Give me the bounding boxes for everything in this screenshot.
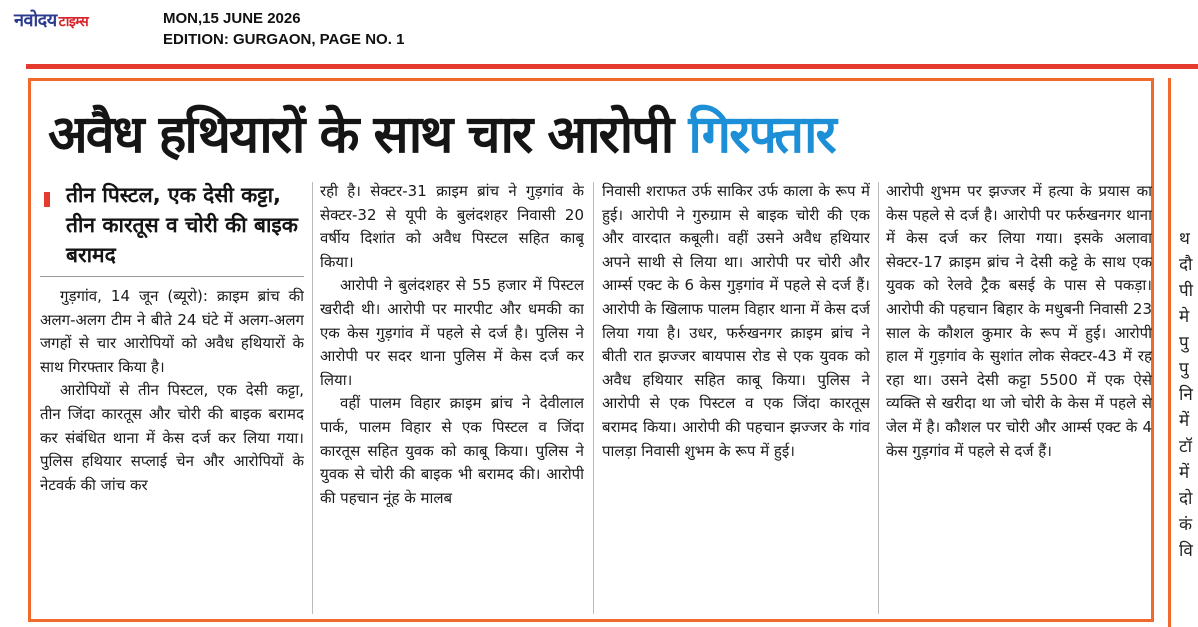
fragment-line: थ (1179, 229, 1190, 249)
paragraph: रही है। सेक्टर-31 क्राइम ब्रांच ने गुड़गांव के सेक्टर-32 से यूपी के बुलंदशहर निवासी 20 वर्षीय दिशांत को अवैध पिस्टल सहित काबू किया। (320, 182, 584, 271)
paragraph: वहीं पालम विहार क्राइम ब्रांच ने देवीलाल पार्क, पालम विहार से एक पिस्टल व जिंदा कारतूस सहित युवक को काबू किया। पुलिस ने युवक से चोरी की बाइक भी बरामद की। आरोपी की पहचान नूंह के मालब (320, 394, 584, 507)
paragraph: आरोपी ने बुलंदशहर से 55 हजार में पिस्टल खरीदी थी। आरोपी पर मारपीट और धमकी का एक केस गुड़गांव में पहले से दर्ज है। पुलिस ने आरोपी पर सदर थाना पुलिस में केस दर्ज कर लिया। (320, 276, 584, 389)
article-column-4 (886, 180, 1152, 620)
column-divider (593, 182, 594, 614)
paragraph: आरोपी शुभम पर झज्जर में हत्या के प्रयास का केस पहले से दर्ज है। आरोपी पर फर्रुखनगर थाना में केस दर्ज कर लिया गया। इसके अलावा सेक्टर-17 क्राइम ब्रांच ने देसी कट्टे के साथ एक युवक को रेलवे ट्रैक बसई के पास से पकड़ा। आरोपी की पहचान बिहार के मधुबनी निवासी 23 साल के कौशल कुमार के रूप में हुई। आरोपी हाल में गुड़गांव के सुशांत लोक सेक्टर-43 में रह रहा था। उसने देसी कट्टा 5500 में एक ऐसे व्यक्ति से खरीदा था जो चोरी के केस में पहले से जेल में है। कौशल पर चोरी और आर्म्स एक्ट के 4 केस गुड़गांव में पहले से दर्ज हैं। (886, 182, 1152, 460)
logo-text: नवोदय (14, 10, 57, 31)
edition-info (163, 8, 404, 50)
subheadline-text: तीन पिस्टल, एक देसी कट्टा, तीन कारतूस व चोरी की बाइक बरामद (66, 183, 298, 267)
page-header (0, 0, 1198, 60)
article-column-2 (320, 180, 584, 620)
paragraph: गुड़गांव, 14 जून (ब्यूरो): क्राइम ब्रांच की अलग-अलग टीम ने बीते 24 घंटे में अलग-अलग जगहों से चार आरोपियों को अवैध हथियारों के साथ गिरफ्तार किया है। (40, 287, 304, 376)
paragraph: निवासी शराफत उर्फ साकिर उर्फ काला के रूप में हुई। आरोपी ने गुरुग्राम से बाइक चोरी की एक और वारदात कबूली। वहीं उसने अवैध हथियार अपने साथी से लिया था। आरोपी पर चोरी और आर्म्स एक्ट के 6 केस गुड़गांव में पहले से दर्ज हैं। आरोपी के खिलाफ पालम विहार थाना में केस दर्ज लिया गया है। उधर, फर्रुखनगर क्राइम ब्रांच ने बीती रात झज्जर बायपास रोड से एक युवक को अवैध हथियार सहित काबू किया। पुलिस ने आरोपी से एक पिस्टल व एक जिंदा कारतूस बरामद किया। आरोपी की पहचान झज्जर के गांव पालड़ा निवासी शुभम के रूप में हुई। (602, 182, 870, 460)
column-divider (312, 182, 313, 614)
article-headline (48, 92, 1148, 178)
article-column-3 (602, 180, 870, 620)
fragment-line: में (1179, 411, 1190, 431)
adjacent-article-fragment (1168, 78, 1198, 627)
fragment-line: पु (1179, 359, 1189, 379)
newspaper-logo[interactable] (14, 8, 88, 32)
edition-page: EDITION: GURGAON, PAGE NO. 1 (163, 31, 405, 48)
column-divider (878, 182, 879, 614)
fragment-line: नि (1179, 385, 1193, 405)
fragment-line: दो (1179, 489, 1193, 509)
fragment-line: मे (1179, 307, 1190, 327)
article-subheadline (40, 180, 304, 270)
top-divider (26, 64, 1198, 69)
fragment-line: टॉ (1179, 437, 1192, 457)
fragment-line: कं (1179, 515, 1193, 535)
headline-highlight: गिरफ्तार (688, 105, 835, 165)
subhead-bullet (44, 192, 50, 207)
fragment-line: पु (1179, 333, 1189, 353)
article-column-1 (40, 180, 304, 620)
subhead-divider (40, 276, 304, 277)
edition-date: MON,15 JUNE 2026 (163, 10, 301, 27)
fragment-line: दौ (1179, 255, 1193, 275)
fragment-line: में (1179, 463, 1190, 483)
fragment-line: वि (1179, 541, 1193, 561)
paragraph: आरोपियों से तीन पिस्टल, एक देसी कट्टा, तीन जिंदा कारतूस और चोरी की बाइक बरामद कर संबंधित थाना में केस दर्ज कर लिया गया। पुलिस हथियार सप्लाई चेन और आरोपियों के नेटवर्क की जांच कर (40, 381, 304, 494)
fragment-line: पी (1179, 281, 1194, 301)
logo-text-secondary: टाइम्स (58, 14, 89, 30)
headline-main: अवैध हथियारों के साथ चार आरोपी (48, 105, 673, 165)
